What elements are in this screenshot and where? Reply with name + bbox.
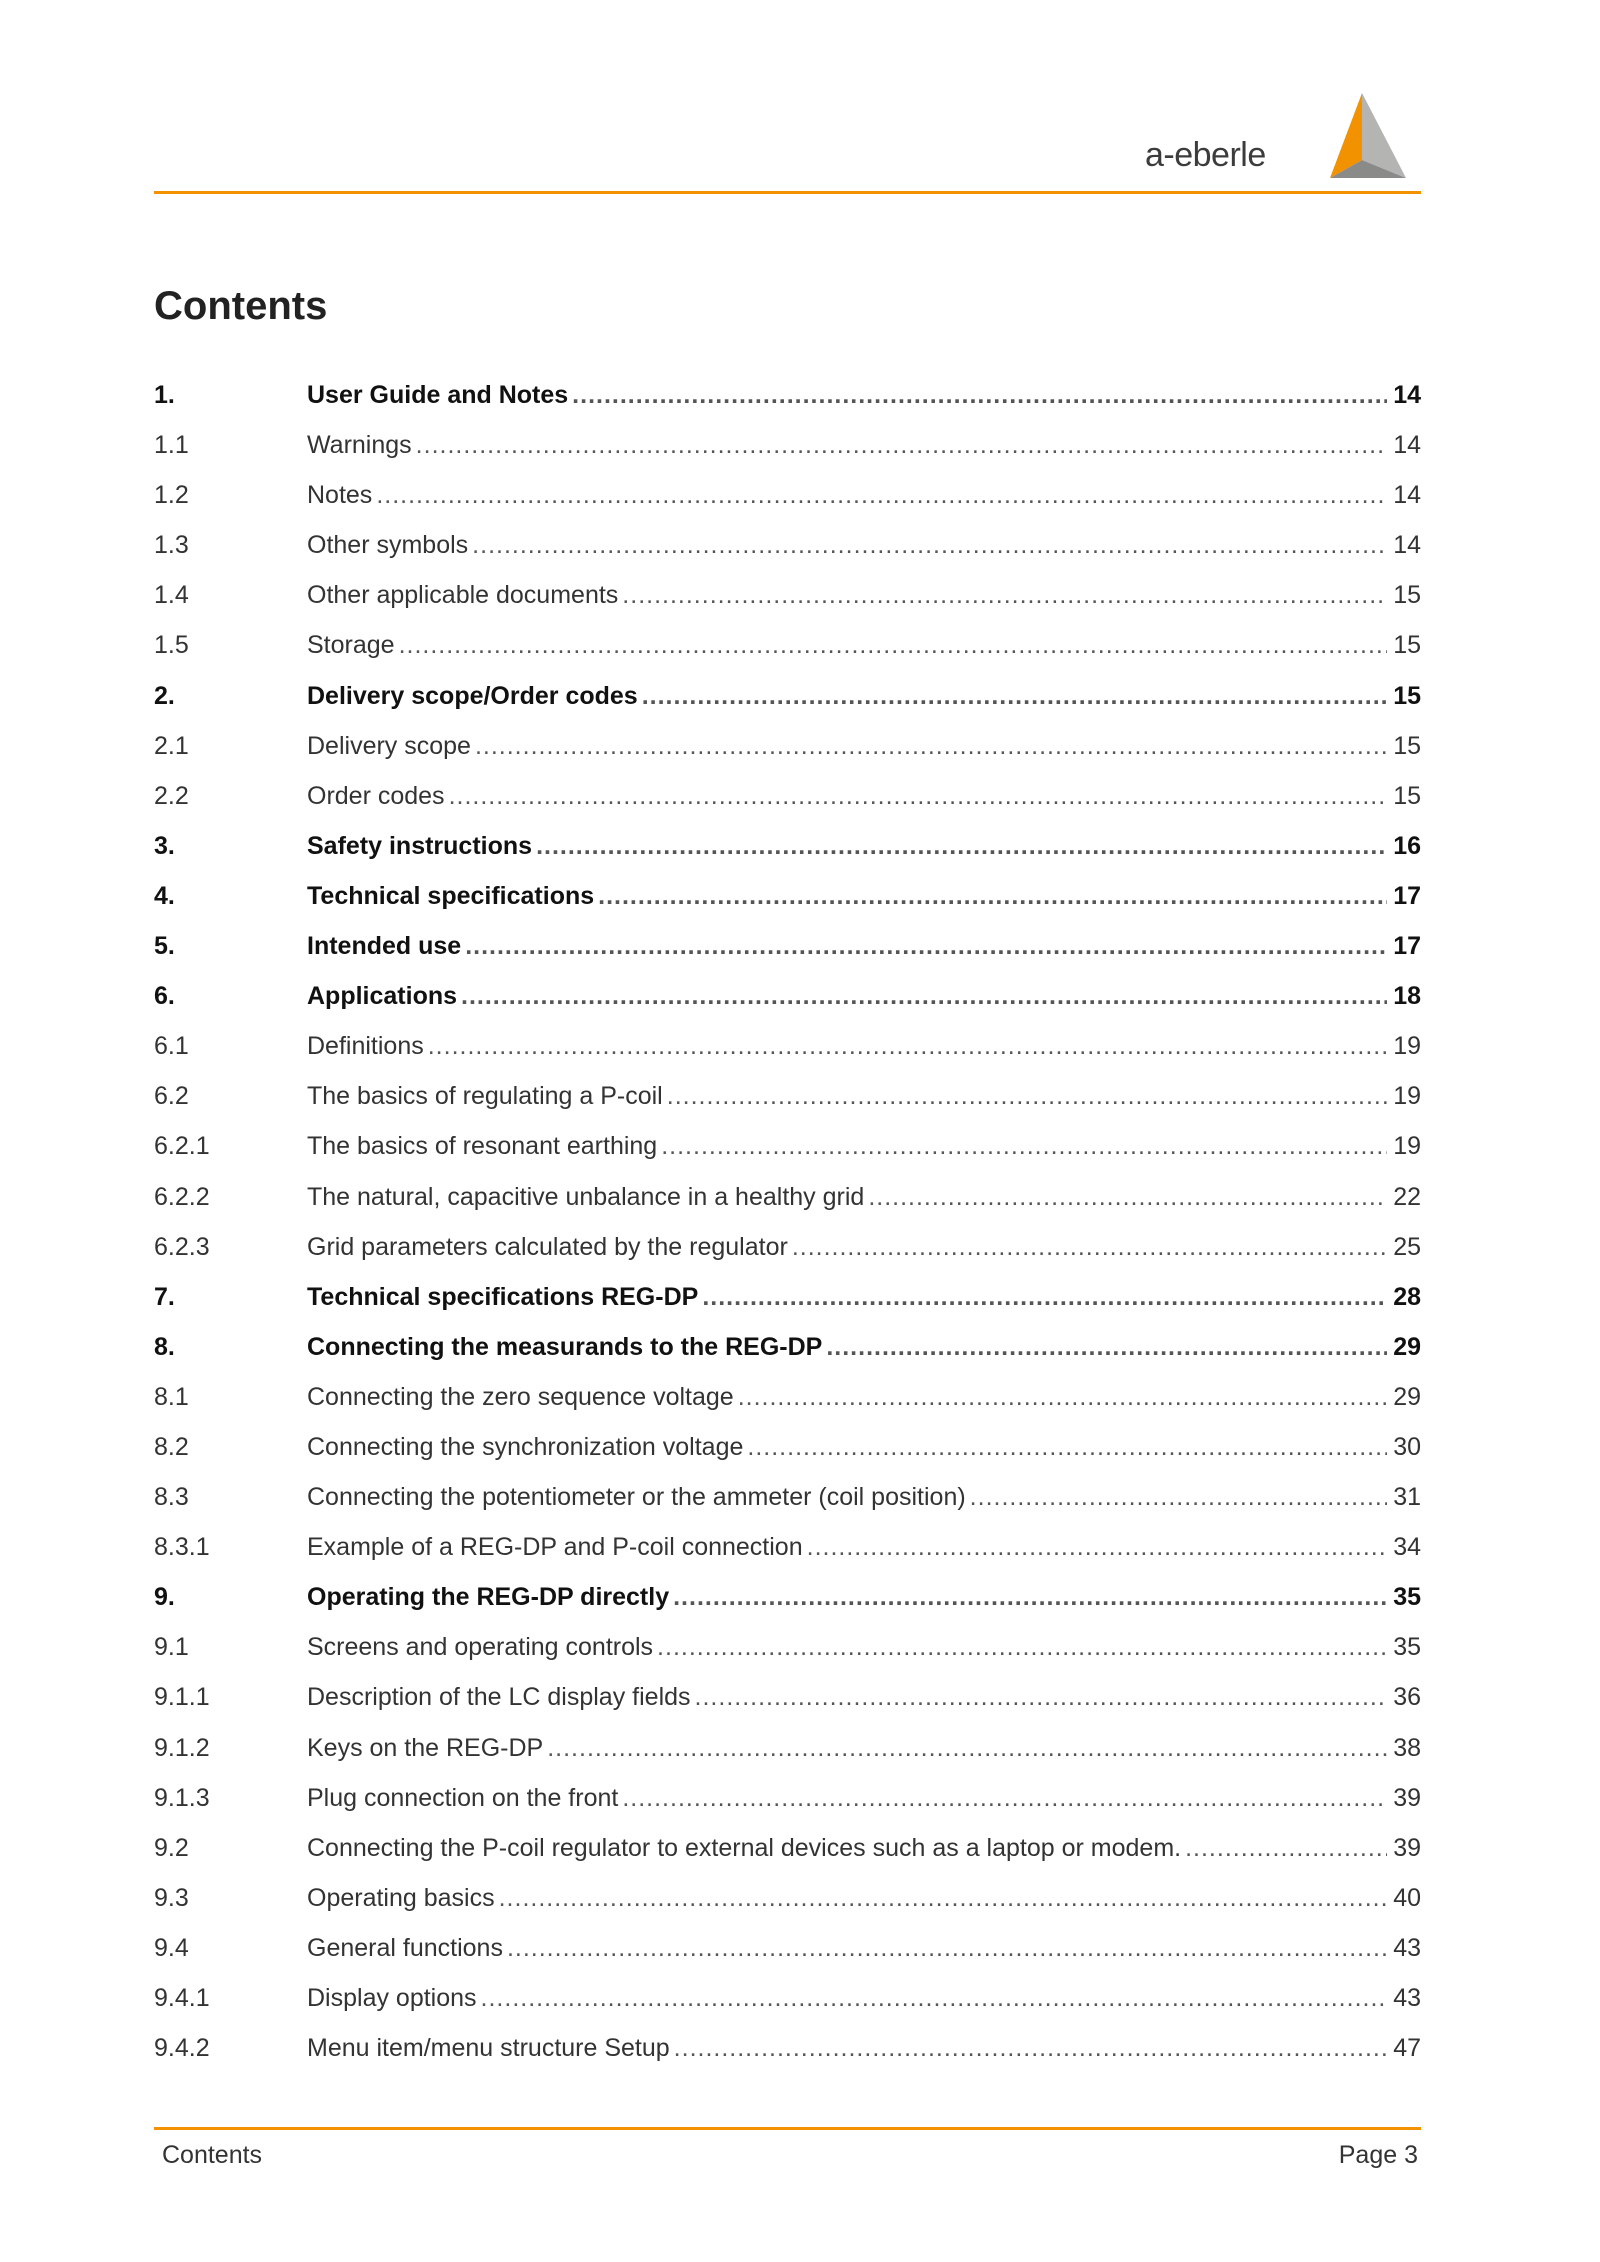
toc-entry-page[interactable]: 29 xyxy=(1393,1332,1421,1361)
toc-entry-page[interactable]: 43 xyxy=(1393,1984,1421,2012)
toc-entry-page[interactable]: 36 xyxy=(1393,1683,1421,1712)
toc-entry-number: 8.2 xyxy=(154,1432,189,1461)
toc-entry-number: 8. xyxy=(154,1332,175,1361)
toc-entry-number: 4. xyxy=(154,881,175,910)
toc-entry-title[interactable]: Other symbols xyxy=(307,531,469,560)
toc-dot-leader xyxy=(661,1121,1387,1171)
toc-entry-title[interactable]: Technical specifications xyxy=(307,881,595,910)
toc-entry-number: 9.4.1 xyxy=(154,1984,210,2012)
toc-dot-leader xyxy=(674,2023,1387,2073)
toc-entry[interactable] xyxy=(154,1773,1421,1823)
toc-entry-page[interactable]: 31 xyxy=(1393,1483,1421,1512)
toc-entry[interactable] xyxy=(154,1572,1421,1622)
toc-entry-page[interactable]: 15 xyxy=(1393,731,1421,760)
toc-entry-title[interactable]: Screens and operating controls xyxy=(307,1633,654,1662)
toc-entry[interactable] xyxy=(154,1823,1421,1873)
toc-entry-title[interactable]: Other applicable documents xyxy=(307,581,619,610)
toc-dot-leader xyxy=(622,570,1387,620)
toc-entry-page[interactable]: 35 xyxy=(1393,1583,1421,1612)
toc-entry-number: 2.2 xyxy=(154,781,189,810)
toc-entry[interactable] xyxy=(154,821,1421,871)
toc-entry-title[interactable]: Menu item/menu structure Setup xyxy=(307,2034,670,2063)
toc-dot-leader xyxy=(536,821,1387,871)
toc-dot-leader xyxy=(499,1873,1387,1923)
toc-entry-page[interactable]: 29 xyxy=(1393,1382,1421,1411)
toc-entry-page[interactable]: 14 xyxy=(1393,431,1421,460)
toc-entry[interactable] xyxy=(154,871,1421,921)
toc-dot-leader xyxy=(547,1723,1387,1773)
toc-entry-page[interactable]: 40 xyxy=(1393,1883,1421,1912)
toc-dot-leader xyxy=(598,871,1387,921)
footer-page-number: Page 3 xyxy=(1338,2141,1418,2169)
toc-entry[interactable] xyxy=(154,570,1421,620)
toc-entry[interactable] xyxy=(154,1021,1421,1071)
toc-entry[interactable] xyxy=(154,620,1421,670)
toc-entry[interactable] xyxy=(154,1322,1421,1372)
toc-entry-number: 9.3 xyxy=(154,1883,189,1912)
toc-entry-title[interactable]: Delivery scope/Order codes xyxy=(307,681,638,710)
toc-dot-leader xyxy=(507,1923,1387,1973)
toc-dot-leader xyxy=(667,1071,1387,1121)
toc-entry-title[interactable]: Connecting the synchronization voltage xyxy=(307,1432,744,1461)
toc-dot-leader xyxy=(572,370,1387,420)
toc-entry[interactable] xyxy=(154,1172,1421,1222)
toc-entry[interactable] xyxy=(154,971,1421,1021)
toc-dot-leader xyxy=(1185,1823,1387,1873)
toc-entry-title[interactable]: Keys on the REG-DP xyxy=(307,1733,544,1762)
toc-entry-page[interactable]: 47 xyxy=(1393,2034,1421,2063)
toc-entry-number: 9.2 xyxy=(154,1833,189,1862)
toc-dot-leader xyxy=(376,470,1387,520)
toc-entry-page[interactable]: 35 xyxy=(1393,1633,1421,1662)
toc-entry-title[interactable]: Safety instructions xyxy=(307,831,533,860)
toc-entry-page[interactable]: 15 xyxy=(1393,581,1421,610)
toc-entry-number: 9.1.2 xyxy=(154,1733,210,1762)
toc-entry[interactable] xyxy=(154,1522,1421,1572)
toc-dot-leader xyxy=(461,971,1387,1021)
toc-dot-leader xyxy=(399,620,1387,670)
table-of-contents xyxy=(154,370,1421,2073)
logo-triangle-icon xyxy=(1310,88,1410,183)
toc-entry-number: 6.1 xyxy=(154,1032,189,1061)
toc-entry-title[interactable]: Notes xyxy=(307,481,373,510)
toc-entry-page[interactable]: 39 xyxy=(1393,1783,1421,1812)
toc-entry[interactable] xyxy=(154,1121,1421,1171)
toc-entry-title[interactable]: Connecting the measurands to the REG-DP xyxy=(307,1332,823,1361)
toc-entry-page[interactable]: 14 xyxy=(1393,481,1421,510)
toc-entry-title[interactable]: Connecting the P-coil regulator to external devices such as a laptop or modem. xyxy=(307,1833,1182,1862)
toc-entry-title[interactable]: Applications xyxy=(307,982,458,1011)
toc-entry-number: 7. xyxy=(154,1282,175,1311)
toc-entry-page[interactable]: 15 xyxy=(1393,681,1421,710)
toc-entry-number: 8.1 xyxy=(154,1382,189,1411)
toc-dot-leader xyxy=(475,721,1387,771)
toc-entry-number: 3. xyxy=(154,831,175,860)
logo-wordmark: a-eberle xyxy=(1145,136,1266,174)
toc-entry-number: 9.1 xyxy=(154,1633,189,1662)
toc-entry-title[interactable]: Grid parameters calculated by the regulator xyxy=(307,1232,788,1261)
toc-entry-title[interactable]: Example of a REG-DP and P-coil connection xyxy=(307,1533,803,1562)
toc-dot-leader xyxy=(465,921,1387,971)
toc-entry-page[interactable]: 19 xyxy=(1393,1032,1421,1061)
toc-entry-page[interactable]: 38 xyxy=(1393,1733,1421,1762)
toc-entry-title[interactable]: Technical specifications REG-DP xyxy=(307,1282,699,1311)
toc-entry[interactable] xyxy=(154,921,1421,971)
toc-entry-page[interactable]: 19 xyxy=(1393,1132,1421,1161)
toc-dot-leader xyxy=(481,1973,1387,2023)
toc-entry-title[interactable]: Connecting the potentiometer or the ammeter (coil position) xyxy=(307,1483,966,1512)
toc-dot-leader xyxy=(657,1622,1387,1672)
toc-entry[interactable] xyxy=(154,1923,1421,1973)
toc-entry[interactable] xyxy=(154,520,1421,570)
toc-entry-title[interactable]: Intended use xyxy=(307,932,462,961)
toc-entry-page[interactable]: 14 xyxy=(1393,531,1421,560)
toc-entry-title[interactable]: Storage xyxy=(307,631,395,660)
toc-entry-title[interactable]: Description of the LC display fields xyxy=(307,1683,691,1712)
toc-entry-title[interactable]: The basics of resonant earthing xyxy=(307,1132,658,1161)
toc-entry-page[interactable]: 30 xyxy=(1393,1432,1421,1461)
toc-entry-number: 1. xyxy=(154,381,175,409)
toc-entry-number: 9. xyxy=(154,1583,175,1612)
toc-entry-page[interactable]: 28 xyxy=(1393,1282,1421,1311)
toc-entry-number: 8.3.1 xyxy=(154,1533,210,1562)
toc-entry[interactable] xyxy=(154,1472,1421,1522)
toc-entry-title[interactable]: The natural, capacitive unbalance in a healthy grid xyxy=(307,1182,865,1211)
toc-entry-title[interactable]: User Guide and Notes xyxy=(307,381,569,409)
toc-entry-page[interactable]: 19 xyxy=(1393,1082,1421,1111)
footer-section-label: Contents xyxy=(162,2141,263,2169)
toc-entry-number: 1.2 xyxy=(154,481,189,510)
toc-dot-leader xyxy=(826,1322,1387,1372)
toc-entry-title[interactable]: Definitions xyxy=(307,1032,424,1061)
toc-dot-leader xyxy=(747,1422,1387,1472)
toc-entry[interactable] xyxy=(154,1973,1421,2023)
toc-entry-number: 6.2.2 xyxy=(154,1182,210,1211)
toc-entry-title[interactable]: Operating the REG-DP directly xyxy=(307,1583,670,1612)
toc-entry-page[interactable]: 17 xyxy=(1393,881,1421,910)
toc-entry-number: 1.4 xyxy=(154,581,189,610)
toc-entry-number: 6. xyxy=(154,982,175,1011)
toc-entry-page[interactable]: 39 xyxy=(1393,1833,1421,1862)
toc-entry-title[interactable]: Warnings xyxy=(307,431,412,460)
toc-entry[interactable] xyxy=(154,1222,1421,1272)
toc-dot-leader xyxy=(673,1572,1387,1622)
toc-entry[interactable] xyxy=(154,470,1421,520)
toc-dot-leader xyxy=(416,420,1387,470)
page-title: Contents xyxy=(154,284,328,328)
toc-dot-leader xyxy=(428,1021,1387,1071)
toc-dot-leader xyxy=(472,520,1387,570)
toc-entry-page[interactable]: 14 xyxy=(1393,381,1421,409)
header-divider xyxy=(154,191,1421,194)
toc-entry-title[interactable]: Plug connection on the front xyxy=(307,1783,619,1812)
toc-dot-leader xyxy=(970,1472,1387,1522)
toc-entry-title[interactable]: Connecting the zero sequence voltage xyxy=(307,1382,734,1411)
toc-entry[interactable] xyxy=(154,1873,1421,1923)
toc-entry-number: 2.1 xyxy=(154,731,189,760)
toc-dot-leader xyxy=(702,1272,1387,1322)
toc-entry-number: 8.3 xyxy=(154,1483,189,1512)
toc-entry-title[interactable]: Order codes xyxy=(307,781,445,810)
toc-entry-title[interactable]: General functions xyxy=(307,1933,503,1962)
toc-entry-number: 6.2.3 xyxy=(154,1232,210,1261)
toc-entry-number: 6.2 xyxy=(154,1082,189,1111)
toc-entry[interactable] xyxy=(154,1372,1421,1422)
toc-entry-number: 2. xyxy=(154,681,175,710)
toc-entry[interactable] xyxy=(154,1422,1421,1472)
toc-dot-leader xyxy=(738,1372,1387,1422)
toc-dot-leader xyxy=(807,1522,1387,1572)
toc-entry-page[interactable]: 15 xyxy=(1393,781,1421,810)
toc-entry-number: 1.1 xyxy=(154,431,189,460)
toc-entry[interactable] xyxy=(154,1071,1421,1121)
toc-dot-leader xyxy=(792,1222,1387,1272)
toc-entry[interactable] xyxy=(154,1672,1421,1722)
toc-entry-number: 9.1.1 xyxy=(154,1683,210,1712)
toc-entry-number: 5. xyxy=(154,932,175,961)
toc-entry-page[interactable]: 17 xyxy=(1393,932,1421,961)
toc-entry-page[interactable]: 18 xyxy=(1393,982,1421,1011)
toc-entry-number: 6.2.1 xyxy=(154,1132,210,1161)
toc-dot-leader xyxy=(868,1172,1387,1222)
toc-entry-page[interactable]: 15 xyxy=(1393,631,1421,660)
toc-entry-page[interactable]: 22 xyxy=(1393,1182,1421,1211)
toc-entry-number: 1.3 xyxy=(154,531,189,560)
toc-entry-title[interactable]: The basics of regulating a P-coil xyxy=(307,1082,663,1111)
toc-dot-leader xyxy=(449,771,1387,821)
toc-entry-number: 9.4.2 xyxy=(154,2034,210,2063)
company-logo xyxy=(1135,88,1435,188)
toc-entry[interactable] xyxy=(154,1622,1421,1672)
toc-dot-leader xyxy=(642,671,1387,721)
toc-entry[interactable] xyxy=(154,1723,1421,1773)
toc-entry[interactable] xyxy=(154,721,1421,771)
toc-entry-number: 9.4 xyxy=(154,1933,189,1962)
toc-entry[interactable] xyxy=(154,370,1421,420)
toc-entry[interactable] xyxy=(154,771,1421,821)
toc-dot-leader xyxy=(695,1672,1387,1722)
toc-entry-page[interactable]: 43 xyxy=(1393,1933,1421,1962)
toc-entry-page[interactable]: 25 xyxy=(1393,1232,1421,1261)
toc-entry-title[interactable]: Display options xyxy=(307,1984,477,2012)
toc-entry-number: 9.1.3 xyxy=(154,1783,210,1812)
toc-entry[interactable] xyxy=(154,420,1421,470)
toc-entry[interactable] xyxy=(154,2023,1421,2073)
toc-entry-title[interactable]: Delivery scope xyxy=(307,731,471,760)
toc-entry[interactable] xyxy=(154,671,1421,721)
toc-entry[interactable] xyxy=(154,1272,1421,1322)
toc-entry-title[interactable]: Operating basics xyxy=(307,1883,495,1912)
toc-entry-page[interactable]: 16 xyxy=(1393,831,1421,860)
toc-entry-number: 1.5 xyxy=(154,631,189,660)
footer-divider xyxy=(154,2127,1421,2130)
toc-entry-page[interactable]: 34 xyxy=(1393,1533,1421,1562)
toc-dot-leader xyxy=(622,1773,1387,1823)
